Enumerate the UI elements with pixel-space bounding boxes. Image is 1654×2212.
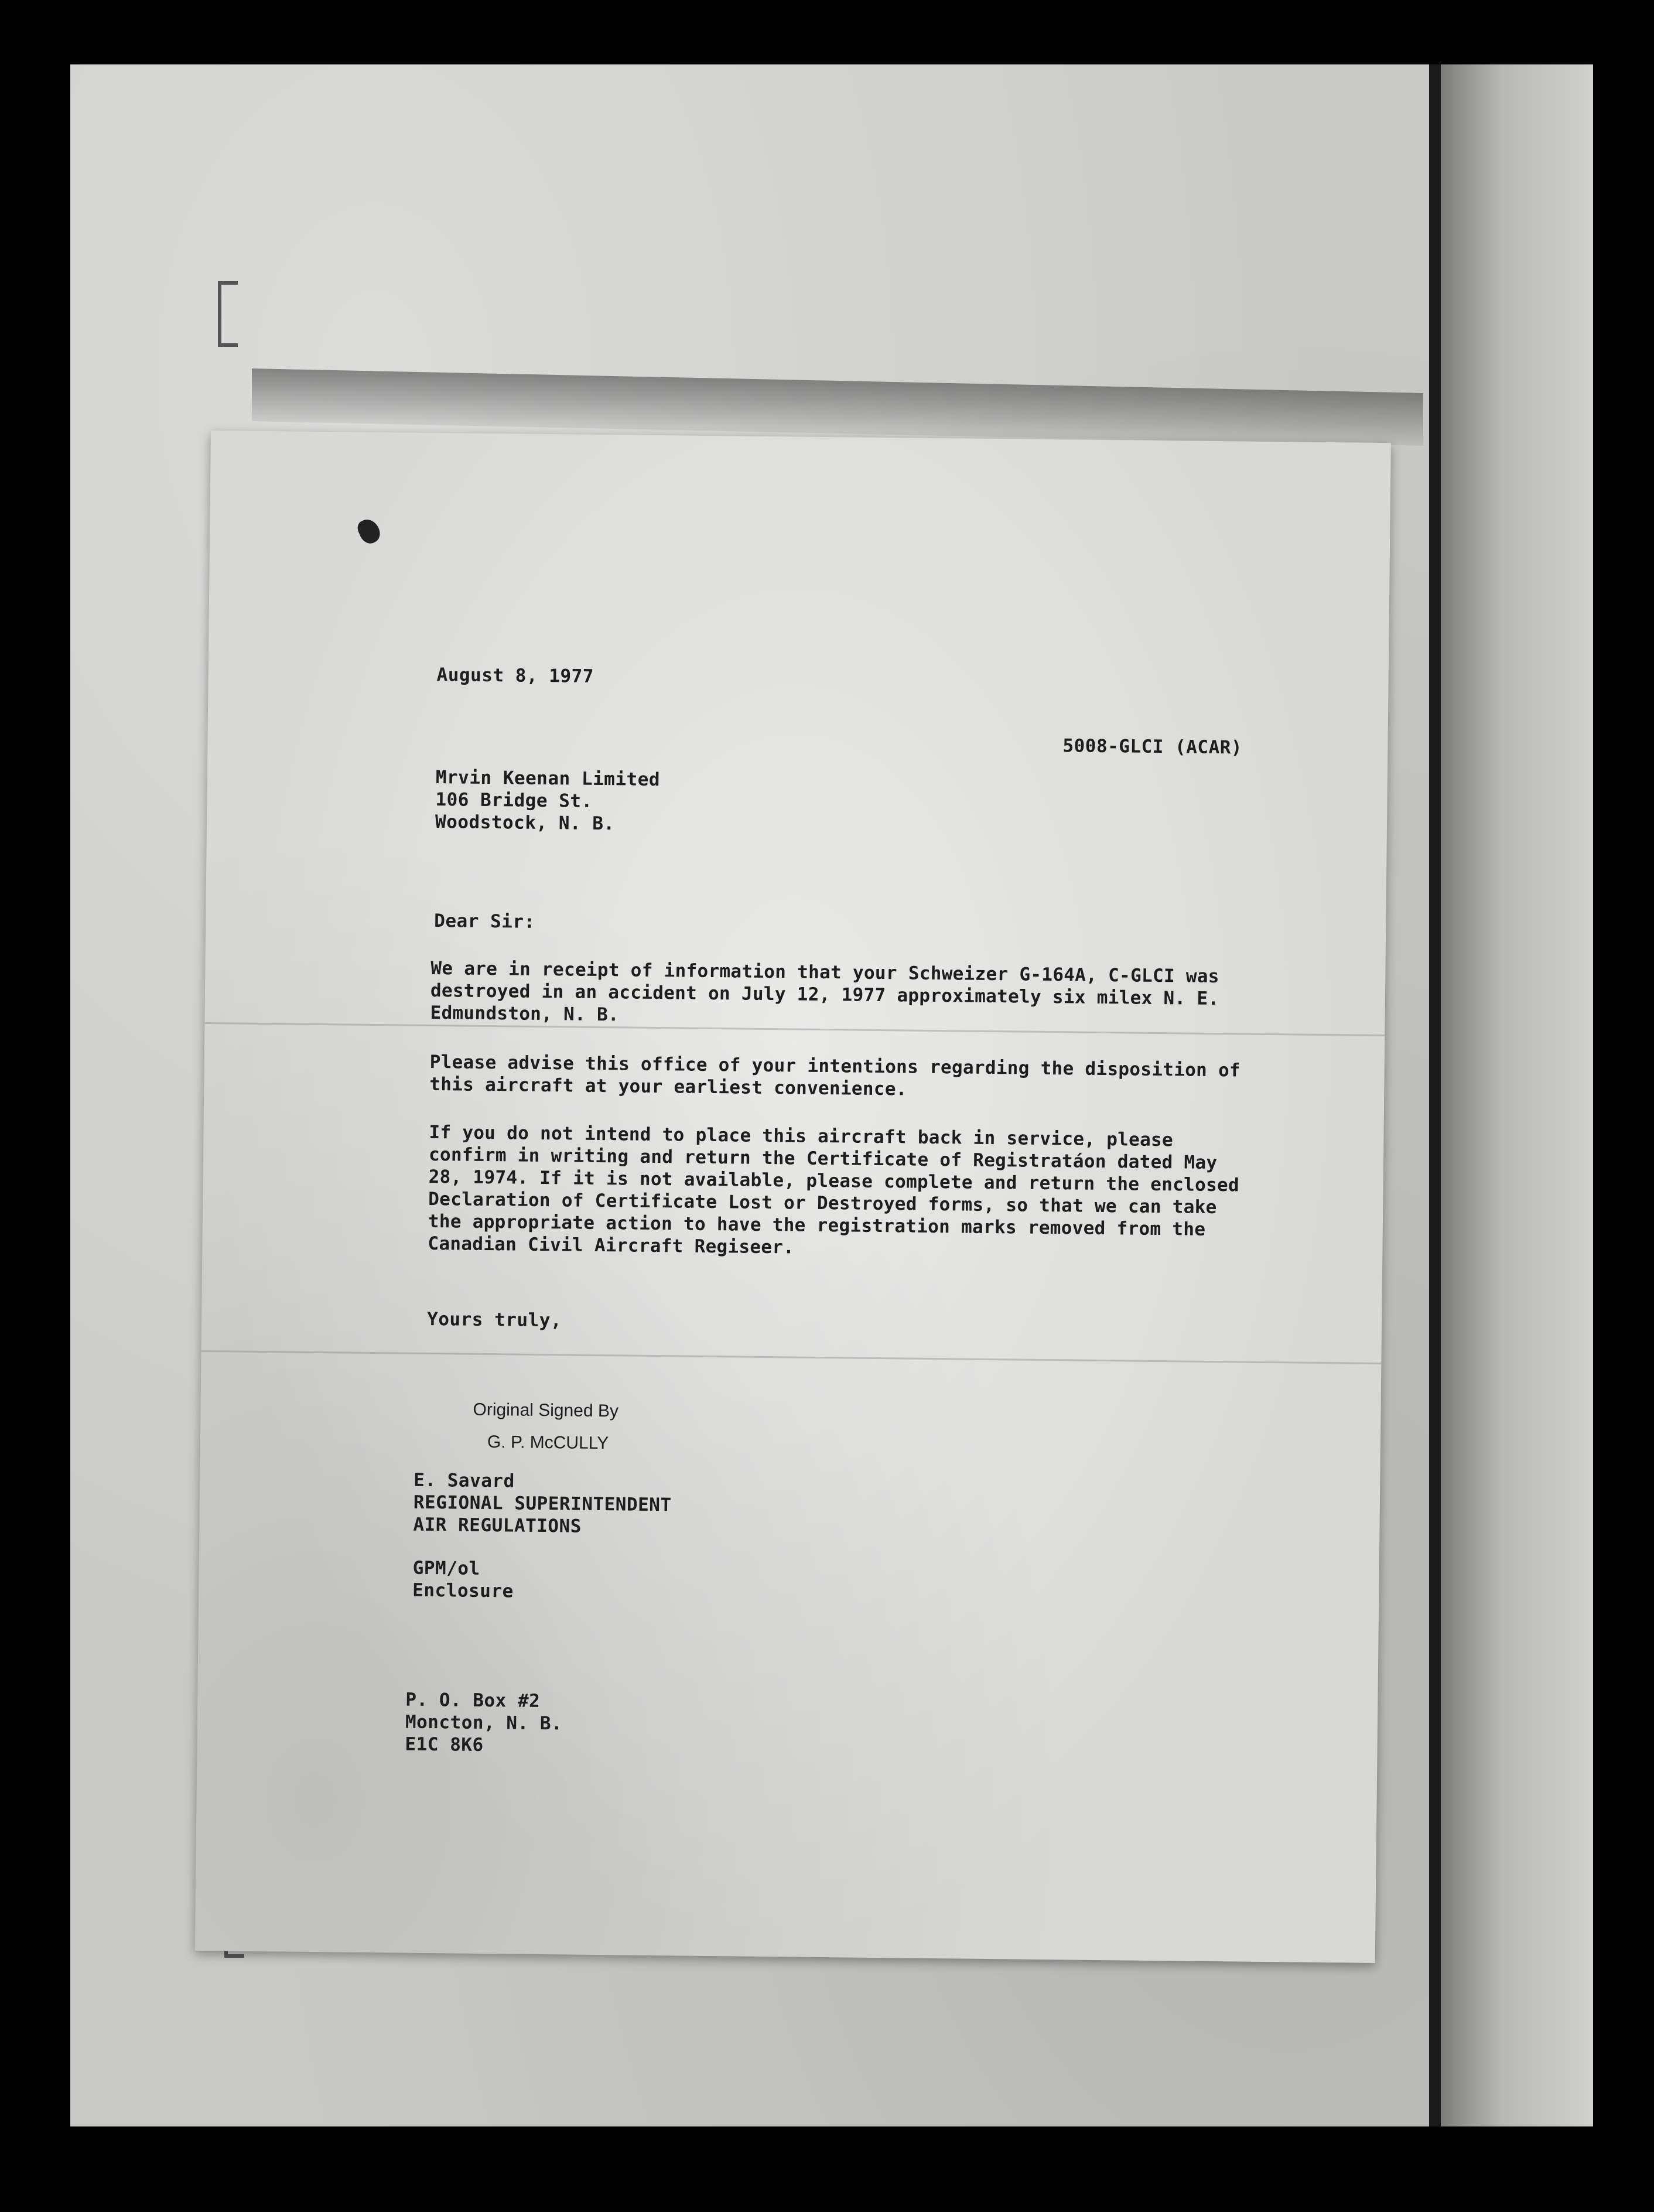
recipient-line-2: 106 Bridge St. — [435, 789, 593, 812]
signatory-title-2: AIR REGULATIONS — [413, 1514, 582, 1537]
crop-mark-top — [218, 281, 238, 347]
signatory-name: E. Savard — [414, 1469, 515, 1492]
sender-address-line-2: Moncton, N. B. — [405, 1711, 563, 1735]
signatory-title-1: REGIONAL SUPERINTENDENT — [413, 1491, 672, 1516]
fold-line-2 — [201, 1350, 1382, 1364]
recipient-line-3: Woodstock, N. B. — [435, 811, 615, 835]
recipient-line-1: Mrvin Keenan Limited — [435, 767, 661, 791]
punch-hole — [355, 516, 383, 547]
back-sheet-edge — [1429, 64, 1441, 2126]
paragraph-1: We are in receipt of information that your Schweizer G-164A, C-GLCI was destroyed in an accident on July 12, 1977 approximately six milex N. E. Edmundston, N. B. — [430, 957, 1219, 1026]
signature-stamp-line-2: G. P. McCULLY — [487, 1432, 609, 1453]
closing: Yours truly, — [426, 1308, 562, 1332]
letter-date: August 8, 1977 — [436, 664, 594, 687]
paragraph-2: Please advise this office of your intentions regarding the disposition of this aircraft at your earliest convenience. — [429, 1051, 1241, 1100]
file-reference: 5008-GLCI (ACAR) — [1062, 735, 1243, 759]
letter-page — [195, 431, 1391, 1963]
sender-address-line-3: E1C 8K6 — [405, 1733, 484, 1756]
paragraph-3: If you do not intend to place this aircraft back in service, please confirm in writing and return the Certificate of Registratáon dated May 28, 1974. If it is not available, please complete and return the enclosed Declaration of Certificate Lost or Destroyed forms, so that we can take the appropriate action to have the registration marks removed from the Canadian Civil Aircraft Regiseer. — [428, 1121, 1240, 1258]
salutation: Dear Sir: — [434, 910, 535, 933]
sender-address-line-1: P. O. Box #2 — [405, 1689, 541, 1712]
reference-initials: GPM/ol — [412, 1557, 480, 1579]
signature-stamp-line-1: Original Signed By — [473, 1399, 619, 1421]
back-sheet — [1441, 64, 1593, 2126]
enclosure-note: Enclosure — [412, 1579, 514, 1602]
